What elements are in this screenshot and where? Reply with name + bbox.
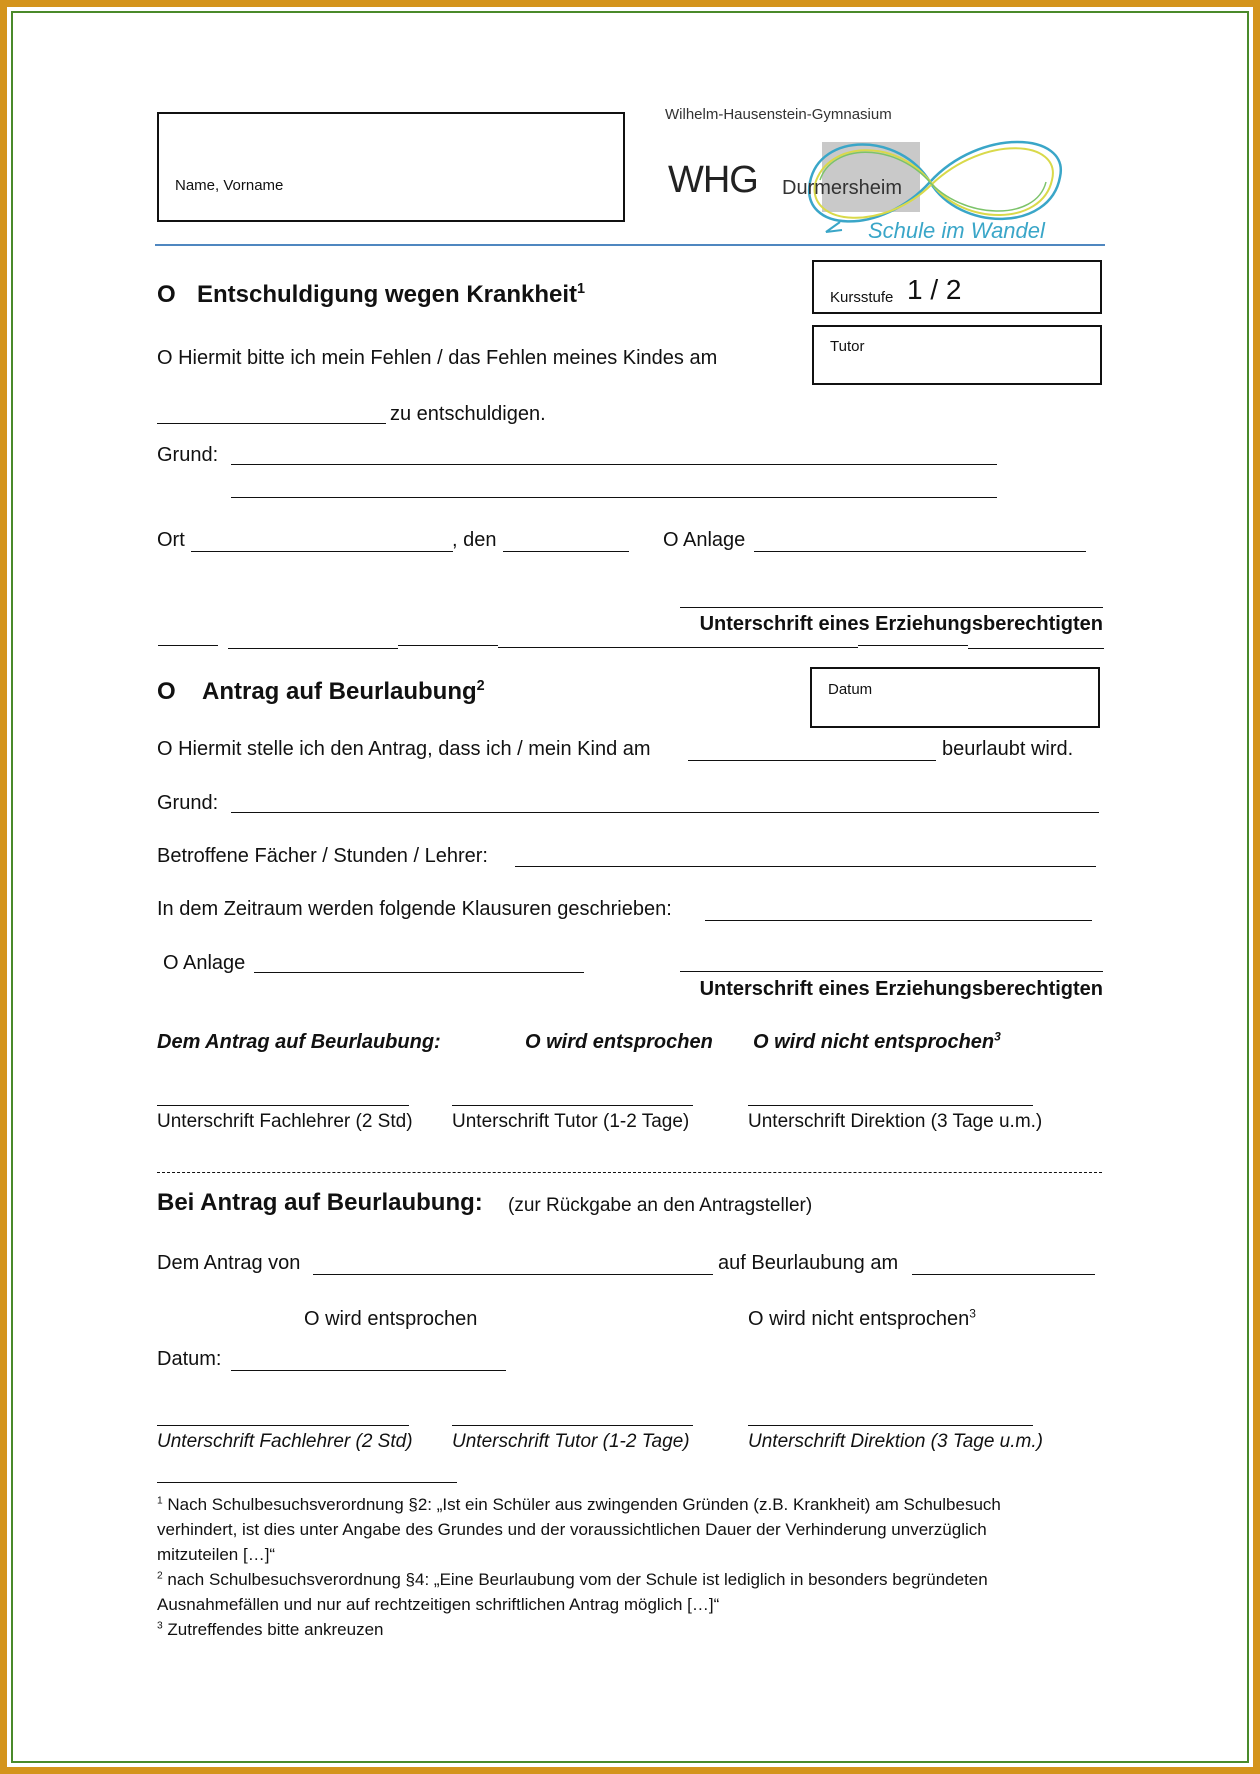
kursstufe-value: 1 / 2: [907, 274, 962, 305]
place-field[interactable]: [191, 551, 453, 552]
section-divider: [158, 643, 1104, 651]
return-request-mid: auf Beurlaubung am: [718, 1252, 899, 1274]
header-rule: [155, 244, 1105, 246]
divider-segment: [228, 648, 398, 649]
exams-label: In dem Zeitraum werden folgende Klausuren geschrieben:: [157, 898, 672, 920]
return-direction-signature-field[interactable]: [748, 1425, 1033, 1426]
excuse-date-field[interactable]: [157, 423, 386, 424]
section2-title: [202, 680, 485, 704]
place-label: Ort: [157, 529, 185, 551]
footnotes: [157, 1492, 1103, 1642]
section1-title-sup: 1: [577, 281, 586, 297]
excuse-request-text: O Hiermit bitte ich mein Fehlen / das Fehlen meines Kindes am: [157, 347, 718, 369]
tutor-signature-label: Unterschrift Tutor (1-2 Tage): [452, 1111, 690, 1132]
direction-signature-label: Unterschrift Direktion (3 Tage u.m.): [748, 1111, 1043, 1132]
guardian-signature-field[interactable]: [680, 607, 1103, 608]
footnote-1-line-3: mitzuteilen […]“: [157, 1545, 276, 1564]
tutor-box[interactable]: [812, 325, 1102, 385]
section1-title-text: Entschuldigung wegen Krankheit: [197, 281, 578, 308]
footnote-3-text: Zutreffendes bitte ankreuzen: [162, 1620, 384, 1639]
cut-line: [157, 1172, 1102, 1173]
footnote-1-line-1: [157, 1492, 1103, 1517]
decision-option-no-sup: 3: [994, 1029, 1001, 1044]
footnote-1-text: Nach Schulbesuchsverordnung §2: „Ist ein Schüler aus zwingenden Gründen (z.B. Krankheit) am Schulbesuch: [162, 1495, 1001, 1514]
footnote-1-line-2: verhindert, ist dies unter Angabe des Grundes und der voraussichtlichen Dauer der Verhinderung unverzüglich: [157, 1520, 987, 1539]
exams-field[interactable]: [705, 920, 1092, 921]
footnote-separator: [157, 1482, 457, 1483]
leave-attachment-field[interactable]: [254, 972, 584, 973]
kursstufe-label: Kursstufe: [830, 289, 894, 306]
leave-request-suffix: beurlaubt wird.: [942, 738, 1074, 760]
divider-segment: [398, 645, 498, 646]
section2-title-sup: 2: [476, 678, 485, 694]
leave-request-text: O Hiermit stelle ich den Antrag, dass ich / mein Kind am: [157, 738, 651, 760]
leave-guardian-signature-field[interactable]: [680, 971, 1103, 972]
teacher-signature-label: Unterschrift Fachlehrer (2 Std): [157, 1111, 413, 1132]
attachment-field[interactable]: [754, 551, 1086, 552]
return-date-label: Datum:: [157, 1348, 222, 1370]
section2-title-text: Antrag auf Beurlaubung: [202, 678, 477, 705]
return-request-prefix: Dem Antrag von: [157, 1252, 301, 1274]
leave-date-field[interactable]: [688, 760, 936, 761]
school-slogan: Schule im Wandel: [868, 218, 1045, 243]
section1-checkbox[interactable]: O: [157, 281, 176, 308]
reason-field-line-2[interactable]: [231, 497, 997, 498]
return-applicant-field[interactable]: [313, 1274, 713, 1275]
divider-segment: [968, 648, 1104, 649]
attachment-label[interactable]: O Anlage: [663, 529, 746, 551]
section2-checkbox[interactable]: O: [157, 678, 176, 705]
footnote-2-line-1: [157, 1567, 1103, 1592]
divider-segment: [858, 645, 968, 646]
footnote-1-sup: 1: [157, 1495, 163, 1507]
subjects-field[interactable]: [515, 866, 1096, 867]
school-logo: [660, 100, 1090, 245]
logo-abbr: WHG: [668, 159, 758, 201]
leave-reason-field[interactable]: [231, 812, 1099, 813]
date-field[interactable]: [503, 551, 629, 552]
footnote-2-text: nach Schulbesuchsverordnung §4: „Eine Beurlaubung vom der Schule ist lediglich in besonders begründeten: [162, 1570, 988, 1589]
return-teacher-signature-field[interactable]: [157, 1425, 409, 1426]
return-tutor-signature-field[interactable]: [452, 1425, 693, 1426]
subjects-label: Betroffene Fächer / Stunden / Lehrer:: [157, 845, 488, 867]
leave-reason-label: Grund:: [157, 792, 219, 814]
return-tutor-signature-label: Unterschrift Tutor (1-2 Tage): [452, 1431, 690, 1452]
return-option-no[interactable]: [748, 1307, 976, 1331]
divider-segment: [158, 645, 218, 646]
section3-title: Bei Antrag auf Beurlaubung:: [157, 1189, 483, 1216]
return-teacher-signature-label: Unterschrift Fachlehrer (2 Std): [157, 1431, 413, 1452]
name-label: Name, Vorname: [175, 177, 284, 194]
tutor-label: Tutor: [830, 338, 865, 355]
datum-label: Datum: [828, 681, 873, 698]
datum-box[interactable]: [810, 667, 1100, 728]
footnote-2-line-2: Ausnahmefällen und nur auf rechtzeitigen schriftlichen Antrag möglich […]“: [157, 1595, 720, 1614]
name-box[interactable]: [157, 112, 625, 222]
reason-field-line-1[interactable]: [231, 464, 997, 465]
return-option-yes[interactable]: O wird entsprochen: [304, 1308, 478, 1330]
guardian-signature-label: Unterschrift eines Erziehungsberechtigten: [699, 613, 1103, 635]
footnote-3-sup: 3: [157, 1620, 163, 1632]
excuse-suffix-text: zu entschuldigen.: [390, 403, 546, 425]
return-option-no-sup: 3: [969, 1306, 976, 1321]
reason-label: Grund:: [157, 444, 219, 466]
section1-title: [197, 283, 585, 307]
section3-subtitle: (zur Rückgabe an den Antragsteller): [508, 1195, 813, 1216]
date-label: , den: [452, 529, 497, 551]
teacher-signature-field[interactable]: [157, 1105, 409, 1106]
return-date-field[interactable]: [231, 1370, 506, 1371]
logo-city: Durmersheim: [782, 177, 903, 199]
leave-attachment-label[interactable]: O Anlage: [163, 952, 246, 974]
leave-guardian-signature-label: Unterschrift eines Erziehungsberechtigten: [699, 978, 1103, 1000]
decision-label: Dem Antrag auf Beurlaubung:: [157, 1031, 441, 1053]
return-option-no-text: O wird nicht entsprochen: [748, 1308, 970, 1330]
decision-option-yes[interactable]: O wird entsprochen: [525, 1031, 713, 1053]
divider-segment: [498, 647, 858, 648]
return-leave-date-field[interactable]: [912, 1274, 1095, 1275]
kursstufe-box[interactable]: [812, 260, 1102, 314]
footnote-3-line-1: [157, 1617, 1103, 1642]
direction-signature-field[interactable]: [748, 1105, 1033, 1106]
return-direction-signature-label: Unterschrift Direktion (3 Tage u.m.): [748, 1431, 1043, 1452]
decision-option-no[interactable]: [753, 1030, 1001, 1054]
tutor-signature-field[interactable]: [452, 1105, 693, 1106]
decision-option-no-text: O wird nicht entsprochen: [753, 1031, 995, 1053]
school-fullname: Wilhelm-Hausenstein-Gymnasium: [665, 106, 892, 123]
footnote-2-sup: 2: [157, 1570, 163, 1582]
